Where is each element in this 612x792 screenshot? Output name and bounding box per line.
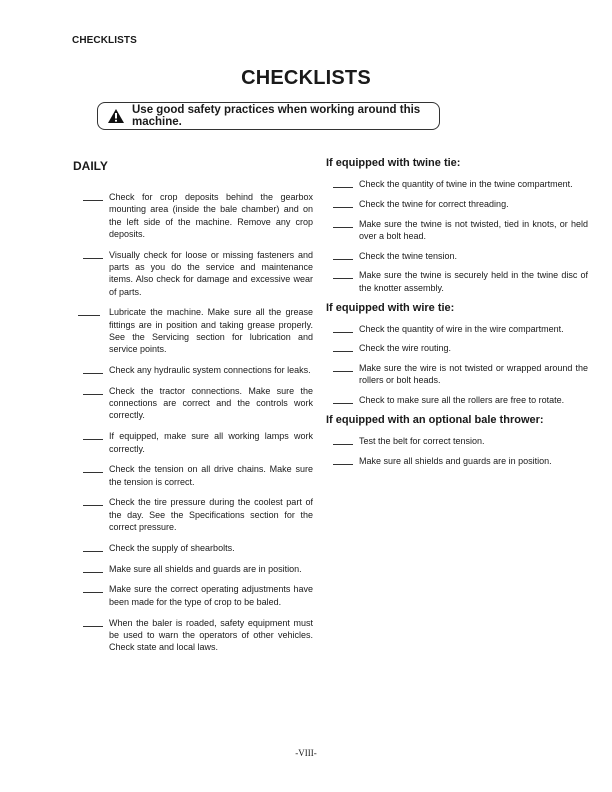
check-blank[interactable] bbox=[83, 464, 103, 473]
check-blank[interactable] bbox=[83, 250, 103, 259]
checklist-item: Make sure all shields and guards are in position. bbox=[326, 455, 588, 467]
check-blank[interactable] bbox=[333, 324, 353, 333]
checklist-item: Check for crop deposits behind the gearbox mounting area (inside the bale chamber) and on the left side of the machine. Remove any crop deposits. bbox=[73, 191, 313, 240]
check-blank[interactable] bbox=[83, 497, 103, 506]
check-blank[interactable] bbox=[333, 343, 353, 352]
checklist-item: Make sure the wire is not twisted or wrapped around the rollers or bolt heads. bbox=[326, 362, 588, 387]
checklist-item: Make sure the twine is not twisted, tied in knots, or held over a bolt head. bbox=[326, 218, 588, 243]
checklist-item: Check the supply of shearbolts. bbox=[73, 542, 313, 554]
check-blank[interactable] bbox=[333, 363, 353, 372]
checklist-item: Check the quantity of twine in the twine compartment. bbox=[326, 178, 588, 190]
checklist-item: Check the twine for correct threading. bbox=[326, 198, 588, 210]
checklist-item: Check the wire routing. bbox=[326, 342, 588, 354]
check-blank[interactable] bbox=[78, 307, 100, 316]
checklist-item: Check the tractor connections. Make sure the connections are correct and the controls work correctly. bbox=[73, 385, 313, 422]
check-blank[interactable] bbox=[83, 618, 103, 627]
safety-notice bbox=[97, 102, 440, 130]
checklist-item: Make sure the twine is securely held in the twine disc of the knotter assembly. bbox=[326, 269, 588, 294]
check-blank[interactable] bbox=[333, 199, 353, 208]
checklist-item: Check the quantity of wire in the wire compartment. bbox=[326, 323, 588, 335]
checklist-item: Check any hydraulic system connections for leaks. bbox=[73, 364, 313, 376]
checklist-item: Check the tire pressure during the coolest part of the day. See the Specifications section for the correct pressure. bbox=[73, 496, 313, 533]
check-blank[interactable] bbox=[333, 179, 353, 188]
bale-thrower-heading: If equipped with an optional bale thrower: bbox=[326, 414, 544, 427]
daily-column bbox=[73, 159, 313, 662]
warning-triangle-icon bbox=[108, 109, 124, 123]
checklist-item: Lubricate the machine. Make sure all the grease fittings are in position and taking grease properly. See the Servicing section for lubrication and service points. bbox=[73, 306, 313, 355]
page-title: CHECKLISTS bbox=[241, 67, 371, 89]
twine-tie-heading: If equipped with twine tie: bbox=[326, 157, 461, 169]
check-blank[interactable] bbox=[83, 584, 103, 593]
check-blank[interactable] bbox=[83, 431, 103, 440]
check-blank[interactable] bbox=[333, 251, 353, 260]
check-blank[interactable] bbox=[83, 564, 103, 573]
checklist-item: Check the twine tension. bbox=[326, 250, 588, 262]
checklist-item: If equipped, make sure all working lamps work correctly. bbox=[73, 430, 313, 455]
check-blank[interactable] bbox=[333, 219, 353, 228]
optional-equipment-column bbox=[326, 157, 588, 475]
check-blank[interactable] bbox=[333, 456, 353, 465]
check-blank[interactable] bbox=[83, 543, 103, 552]
running-head: CHECKLISTS bbox=[72, 35, 137, 46]
checklist-item: Check the tension on all drive chains. Make sure the tension is correct. bbox=[73, 463, 313, 488]
checklist-item: Visually check for loose or missing fasteners and parts as you do the service and maintenance items. Also check for damage and excessive wear of parts. bbox=[73, 249, 313, 298]
daily-heading: DAILY bbox=[73, 159, 108, 173]
check-blank[interactable] bbox=[83, 386, 103, 395]
check-blank[interactable] bbox=[83, 192, 103, 201]
checklist-item: Make sure all shields and guards are in position. bbox=[73, 563, 313, 575]
wire-tie-heading: If equipped with wire tie: bbox=[326, 301, 455, 314]
checklist-item: Make sure the correct operating adjustments have been made for the type of crop to be baled. bbox=[73, 583, 313, 608]
safety-notice-text: Use good safety practices when working around this machine. bbox=[132, 104, 421, 128]
checklist-item: Check to make sure all the rollers are free to rotate. bbox=[326, 394, 588, 406]
checklist-item: Test the belt for correct tension. bbox=[326, 435, 588, 447]
check-blank[interactable] bbox=[333, 270, 353, 279]
check-blank[interactable] bbox=[333, 436, 353, 445]
check-blank[interactable] bbox=[333, 395, 353, 404]
check-blank[interactable] bbox=[83, 365, 103, 374]
page-number: -VIII- bbox=[295, 748, 317, 758]
checklist-item: When the baler is roaded, safety equipment must be used to warn the operators of other vehicles. Check state and local laws. bbox=[73, 617, 313, 654]
